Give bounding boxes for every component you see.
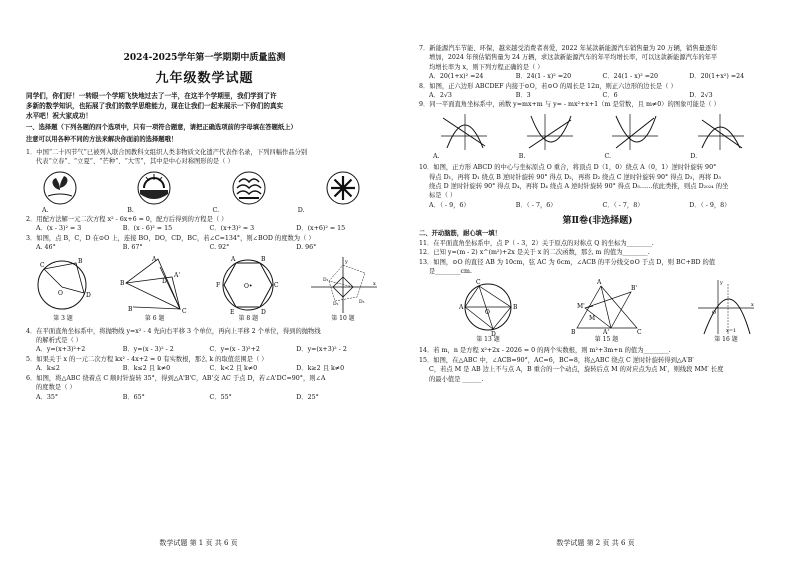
- svg-text:C: C: [40, 261, 45, 269]
- svg-text:A': A': [602, 329, 609, 337]
- caption-q8: 第 8 题: [238, 314, 259, 322]
- svg-text:O: O: [712, 310, 717, 317]
- q4-option-b[interactable]: B．y=(x - 3)² - 2: [122, 346, 174, 354]
- q9-option-c[interactable]: C.: [604, 152, 612, 160]
- circle-diagram-q3: [32, 255, 94, 315]
- q8-text: 8．如图，正六边形 ABCDEF 内接于⊙O，若⊙O 的周长是 12π，则正六边形的边长是（ ）: [419, 82, 677, 90]
- q6-option-c[interactable]: C．55°: [209, 393, 232, 401]
- svg-text:A: A: [231, 255, 236, 263]
- svg-text:M: M: [588, 315, 595, 323]
- svg-text:B: B: [119, 279, 125, 287]
- q8-option-c[interactable]: C．6: [602, 92, 618, 100]
- caption-q3: 第 3 题: [53, 314, 73, 322]
- q5-option-c[interactable]: C．k<2 且 k≠0: [209, 365, 258, 373]
- svg-text:O: O: [58, 289, 63, 297]
- q1-line: 1．中国“二十四节气”已被列入联合国教科文组织人类非物质文化遗产代表作名录，下列四幅作品分别: [26, 148, 308, 156]
- figure-q13: [459, 278, 517, 344]
- svg-text:C: C: [636, 329, 642, 337]
- q3-options: [26, 243, 383, 252]
- q15-line: 的最小值是 ______.: [429, 375, 484, 383]
- q2-option-b[interactable]: B．(x - 6)² = 15: [122, 225, 173, 233]
- caption-q6: 第 6 题: [144, 314, 165, 322]
- q4-option-c[interactable]: C．y=(x - 3)²+2: [209, 346, 260, 354]
- section1-heading: 一、选择题（下列各题的四个选项中，只有一项符合题意，请把正确选项前的字母填在答题纸上）: [26, 124, 297, 131]
- q9-graph-a: [439, 112, 489, 152]
- q9-option-a[interactable]: A.: [433, 152, 440, 160]
- q1-option-c: [231, 170, 267, 206]
- q13-line: 是________cm.: [429, 267, 472, 275]
- parabola-diagram-q16: [696, 278, 756, 336]
- caption-q16: 第 16 题: [714, 336, 738, 344]
- q7-line: 均增长率为 x，则下列方程正确的是（ ）: [429, 63, 544, 71]
- q7-option-d[interactable]: D．20(1+x²) =24: [689, 73, 745, 81]
- svg-text:D: D: [161, 277, 167, 285]
- q2-option-a[interactable]: A．(x - 3)² = 3: [36, 225, 82, 233]
- solar-term-daxue-icon: [325, 170, 361, 206]
- q7-option-a[interactable]: A．20(1+x)² =24: [429, 73, 484, 81]
- q9-graph-d: [696, 112, 746, 152]
- q6-options: [26, 393, 383, 402]
- svg-text:x: x: [372, 280, 376, 287]
- page-footer-right: 数学试题 第 2 页 共 6 页: [556, 539, 635, 547]
- q9-graph-c: [610, 112, 660, 152]
- svg-text:D₁: D₁: [322, 277, 329, 283]
- svg-text:C: C: [274, 281, 279, 289]
- q4-line: 4．在平面直角坐标系中，将抛物线 y=x² - 4 先向右平移 3 个单位，再向上平移 2 个单位，得到的抛物线: [26, 327, 321, 335]
- q1-option-b-label[interactable]: B.: [127, 206, 134, 214]
- q1-option-b: [136, 170, 172, 206]
- q5-option-b[interactable]: B．k≤2 且 k≠0: [122, 365, 171, 373]
- figure-q8: [215, 255, 281, 323]
- q1-line: 代表“立春”、“立夏”、“芒种”、“大雪”，其中是中心对称图形的是（ ）: [36, 158, 234, 166]
- intro-line: 同学们，你们好！一转眼一个学期飞快地过去了一半，在这半个学期里，我们学到了许: [26, 92, 277, 100]
- circle-diagram-q13: [459, 278, 517, 336]
- q9-text: 9．同一平面直角坐标系中，函数 y=mx+m 与 y= - mx²+x+1（m 是常数，且 m≠0）的图象可能是（ ）: [419, 101, 720, 109]
- svg-text:O: O: [485, 309, 490, 317]
- q5-option-d[interactable]: D．k≥2 且 k≠0: [296, 365, 345, 373]
- svg-text:O•: O•: [244, 282, 253, 290]
- exam-year: 2024-2025学年第一学期期中质量监测: [123, 53, 286, 63]
- q8-option-a[interactable]: A．2√3: [429, 92, 452, 100]
- q6-option-b[interactable]: B．65°: [122, 393, 145, 401]
- svg-text:D: D: [261, 308, 267, 315]
- page-footer-left: 数学试题 第 1 页 共 6 页: [159, 539, 238, 547]
- rotation-diagram-q15: [571, 278, 643, 336]
- q2-option-d[interactable]: D．(x+6)² = 15: [296, 225, 346, 233]
- q6-option-d[interactable]: D．25°: [296, 393, 319, 401]
- q10-line: 得点 D₁，再将 D₁ 绕点 B 逆时针旋转 90° 得点 D₂，再将 D₂ 绕点 C 逆时针旋转 90° 得点 D₃，再将 D₃: [429, 173, 721, 181]
- q1-option-a: [42, 170, 78, 206]
- q10-option-a[interactable]: A．（ - 9，6）: [429, 201, 470, 209]
- svg-text:A: A: [596, 279, 601, 287]
- section2-heading: 二、开动脑筋，耐心填一填！: [419, 230, 501, 238]
- q4-line: 的解析式是（ ）: [36, 337, 83, 345]
- svg-text:B': B': [630, 285, 637, 293]
- q10-option-d[interactable]: D．（ - 9，8）: [689, 201, 731, 209]
- q9-graphs: [439, 112, 746, 152]
- svg-text:E: E: [230, 308, 235, 315]
- q12-text: 12．已知 y=(m - 2) x^(m²)+2x 是关于 x 的二次函数，那么 m 的值为________.: [419, 249, 650, 257]
- q13-line: 13．如图，⊙O 的直径 AB 为 10cm，弦 AC 为 6cm，∠ACB 的平分线交⊙O 于点 D，则 BC+BD 的值: [419, 258, 716, 266]
- q5-option-a[interactable]: A．k≤2: [36, 365, 60, 373]
- q1-options: [26, 206, 383, 215]
- svg-text:C: C: [476, 279, 481, 287]
- q8-options: [419, 91, 776, 100]
- figure-q3: [32, 255, 94, 323]
- q14-text: 14．若 m，n 是方程 x²+2x - 2026 = 0 的两个实数根，则 m²+3m+n 的值为________.: [419, 347, 671, 355]
- caption-q10: 第 10 题: [331, 314, 355, 322]
- q4-options: [26, 345, 383, 354]
- svg-text:C: C: [181, 307, 187, 315]
- hexagon-diagram-q8: [215, 255, 281, 315]
- q1-option-d-label[interactable]: D.: [297, 206, 305, 214]
- figure-q16: [696, 278, 756, 344]
- q9-option-b[interactable]: B.: [518, 152, 526, 160]
- q2-options: [26, 224, 383, 233]
- q2-option-c[interactable]: C．(x+3)² = 3: [209, 225, 255, 233]
- q7-line: 增加，2024 年预估销售量为 24 万辆，求这款新能源汽车的年平均增长率，可以这款新能源汽车的年平: [429, 54, 718, 62]
- q1-option-c-label[interactable]: C.: [212, 206, 220, 214]
- q5-options: [26, 364, 383, 373]
- q4-option-a[interactable]: A．y=(x+3)²+2: [36, 346, 86, 354]
- solar-term-lixia-icon: [136, 170, 172, 206]
- svg-text:x: x: [751, 302, 754, 309]
- coordinate-diagram-q10: [307, 255, 379, 315]
- q3-option-c[interactable]: C. 92°: [209, 244, 230, 252]
- q7-options: [419, 72, 776, 81]
- solar-term-lichun-icon: [42, 170, 78, 206]
- exam-title: 九年级数学试题: [155, 71, 254, 86]
- svg-text:B': B': [127, 305, 134, 313]
- q7-line: 7．新能源汽车节能、环保，越来越受消费者喜爱，2022 年某款新能源汽车销售量为 20 万辆，销售量逐年: [419, 45, 718, 52]
- section1-note: 注意可以用各种不同的方法来解决你面前的选择题哦！: [26, 136, 178, 144]
- q10-line: 10．如图，正方形 ABCD 的中心与坐标原点 O 重合，将顶点 D（1，0）绕点 A（0，1）逆时针旋转 90°: [419, 164, 717, 172]
- svg-text:B: B: [513, 304, 517, 312]
- q15-line: 15．如图，在△ABC 中，∠ACB=90°，AC=6，BC=8，将△ABC 绕点 C 逆时针旋转得到△A′B′: [419, 356, 694, 364]
- svg-text:B: B: [570, 329, 575, 337]
- svg-text:M': M': [576, 303, 585, 311]
- q1-option-d: [325, 170, 361, 206]
- q5-text: 5．如果关于 x 的一元二次方程 kx² - 4x+2 = 0 有实数根，那么 k 的取值范围是（ ）: [26, 355, 268, 363]
- q6-line: 的度数是（ ）: [36, 384, 76, 392]
- q10-option-c[interactable]: C．（ - 7，8）: [602, 201, 644, 209]
- q8-option-b[interactable]: B．3: [515, 92, 531, 100]
- q6-option-a[interactable]: A．35°: [36, 393, 59, 401]
- figure-row-left: [32, 255, 379, 323]
- q3-text: 3．如图，点 B，C，D 在⊙O 上，连接 BO，DO，CD，BC，若∠C=134°，则∠BOD 的度数为（ ）: [26, 234, 315, 242]
- q9-options: [419, 152, 776, 161]
- svg-text:F: F: [216, 281, 221, 289]
- svg-text:D: D: [86, 291, 91, 299]
- q1-figures: [42, 170, 361, 206]
- intro-line: 多新的数学知识，也拓展了我们的数学思维能力，现在让我们一起来展示一下你们的真实: [26, 102, 284, 110]
- rotation-diagram-q6: [120, 255, 190, 315]
- figure-q10: [307, 255, 379, 323]
- svg-text:x=1: x=1: [726, 328, 737, 335]
- q7-option-b[interactable]: B．24(1 - x)² =20: [515, 73, 572, 81]
- caption-q15: 第 15 题: [594, 336, 619, 344]
- intro-line: 水平吧！祝大家成功！: [26, 112, 92, 120]
- svg-text:B: B: [78, 257, 83, 265]
- q10-options: [419, 201, 776, 210]
- q8-option-d[interactable]: D．2√3: [689, 92, 713, 100]
- q15-line: C，若点 M 是 AB 边上不与点 A，B 重合的一个动点，旋转后点 M 的对应点为点 M′，则线段 MM′ 长度: [429, 366, 724, 374]
- q10-option-b[interactable]: B．（ - 7，6）: [515, 201, 557, 209]
- q10-line: 标是（ ）: [429, 192, 457, 200]
- solar-term-mangzhong-icon: [231, 170, 267, 206]
- q6-line: 6．如图，将△ABC 绕着点 C 顺时针旋转 35°，得到△A'B'C，AB'交 AC 于点 D，若∠A'DC=90°，则∠A: [26, 374, 326, 382]
- svg-text:B: B: [261, 255, 266, 263]
- svg-text:D: D: [491, 331, 496, 337]
- svg-text:A: A: [151, 255, 156, 263]
- q3-option-a[interactable]: A. 46°: [36, 244, 56, 252]
- page-right: [397, 0, 794, 562]
- figure-row-right: [459, 278, 756, 344]
- svg-text:y: y: [344, 258, 348, 265]
- part2-title: 第Ⅱ卷(非选择题): [562, 216, 633, 227]
- svg-text:A: A: [459, 304, 464, 312]
- caption-q13: 第 13 题: [476, 336, 500, 344]
- q10-line: 绕点 D 逆时针旋转 90° 得点 D₄，再将 D₄ 绕点 A 逆时针旋转 90° 得点 D₅……依此类推，则点 D₂₀₂₄ 的坐: [429, 183, 729, 191]
- svg-text:A': A': [173, 271, 180, 279]
- q3-option-b[interactable]: B. 67°: [122, 244, 143, 252]
- figure-q15: [571, 278, 643, 344]
- q4-option-d[interactable]: D．y=(x+3)² - 2: [296, 346, 347, 354]
- svg-text:D₃: D₃: [358, 299, 365, 305]
- svg-text:y: y: [720, 280, 723, 287]
- q2-text: 2．用配方法解一元二次方程 x² - 6x+6 = 0，配方后得到的方程是（ ）: [26, 216, 228, 224]
- q9-graph-b: [525, 112, 575, 152]
- q9-option-d[interactable]: D.: [690, 152, 698, 160]
- svg-text:D₂: D₂: [332, 301, 339, 307]
- q7-option-c[interactable]: C．24(1 - x)² =20: [602, 73, 659, 81]
- q11-text: 11．在平面直角坐标系中，点 P（ - 3，2）关于原点的对称点 Q 的坐标为________.: [419, 239, 654, 247]
- q1-option-a-label[interactable]: A.: [42, 206, 49, 214]
- q3-option-d[interactable]: D. 96°: [296, 244, 317, 252]
- figure-q6: [120, 255, 190, 323]
